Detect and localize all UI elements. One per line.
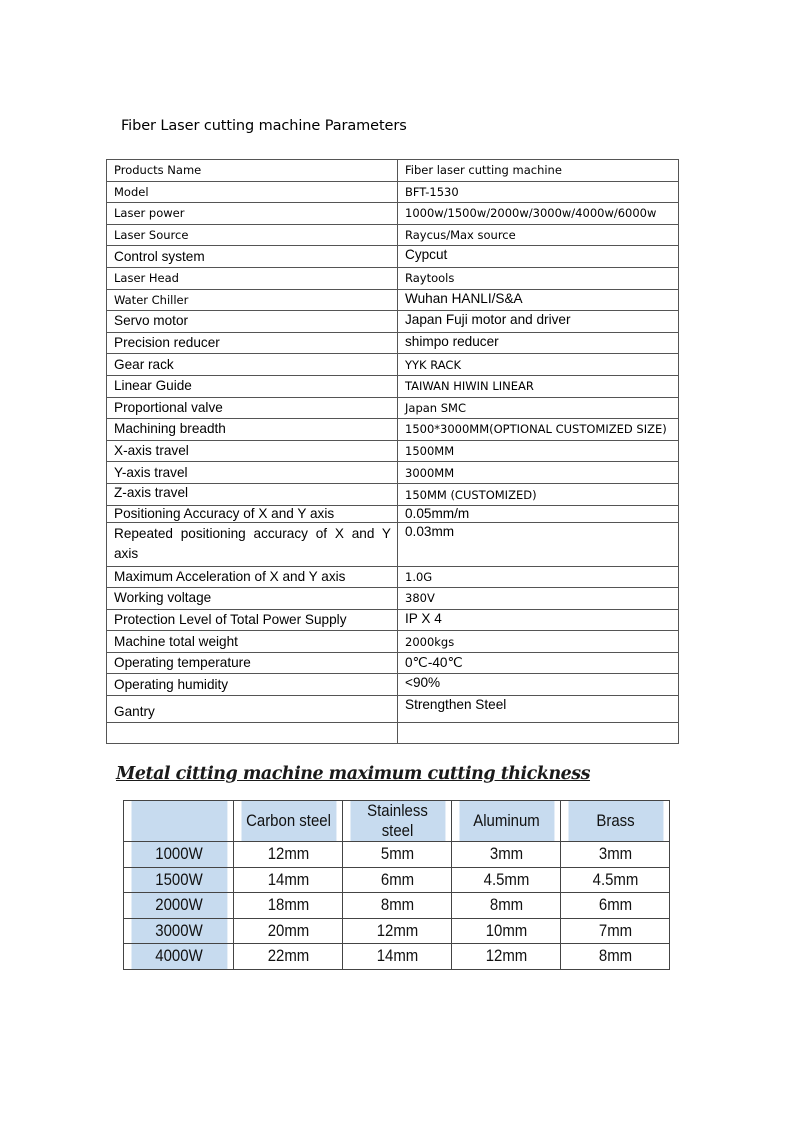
thickness-value: 8mm [458, 893, 554, 919]
param-name: Y-axis travel [107, 462, 398, 484]
param-name: Products Name [107, 160, 398, 182]
param-name: Repeated positioning accuracy of X and Y axis [107, 522, 398, 566]
thickness-value: 8mm [349, 893, 445, 919]
param-value: Wuhan HANLI/S&A [398, 289, 679, 311]
param-value: 0.05mm/m [398, 505, 679, 522]
param-name: Gantry [107, 696, 398, 723]
table-row [107, 267, 679, 289]
power-label: 2000W [130, 893, 227, 919]
table-row [124, 893, 670, 919]
param-name: Linear Guide [107, 375, 398, 397]
thickness-value: 12mm [349, 918, 445, 944]
corner-cell [130, 801, 227, 842]
thickness-value: 4.5mm [458, 867, 554, 893]
table-row [107, 462, 679, 484]
param-value: 1.0G [398, 566, 679, 588]
param-value: 2000kgs [398, 631, 679, 653]
param-name: Gear rack [107, 354, 398, 376]
param-value: Raytools [398, 267, 679, 289]
power-label: 1500W [130, 867, 227, 893]
power-label: 3000W [130, 918, 227, 944]
table-row [124, 944, 670, 970]
table-row [107, 588, 679, 610]
param-value: Fiber laser cutting machine [398, 160, 679, 182]
thickness-value: 20mm [240, 918, 336, 944]
table-row [107, 224, 679, 246]
table-row [107, 505, 679, 522]
param-value: BFT-1530 [398, 181, 679, 203]
empty-cell [107, 723, 398, 744]
thickness-value: 14mm [240, 867, 336, 893]
table-row [107, 609, 679, 631]
page-title: Fiber Laser cutting machine Parameters [121, 118, 407, 134]
thickness-value: 8mm [567, 944, 663, 970]
table-row [107, 723, 679, 744]
table-row [107, 203, 679, 225]
table-row [107, 652, 679, 674]
param-value: 150MM (CUSTOMIZED) [398, 483, 679, 505]
table-row [107, 696, 679, 723]
table-row [107, 631, 679, 653]
param-name: Control system [107, 246, 398, 268]
table-row [107, 311, 679, 333]
table-row [107, 440, 679, 462]
param-value: Strengthen Steel [398, 696, 679, 723]
table-row [107, 419, 679, 441]
param-name: Water Chiller [107, 289, 398, 311]
cutting-thickness-table [123, 800, 670, 970]
param-value: IP X 4 [398, 609, 679, 631]
param-name: Precision reducer [107, 332, 398, 354]
param-value: 1500*3000MM(OPTIONAL CUSTOMIZED SIZE) [398, 419, 679, 441]
param-value: Japan SMC [398, 397, 679, 419]
column-header: Brass [567, 801, 663, 842]
table-header-row [124, 801, 670, 842]
param-value: shimpo reducer [398, 332, 679, 354]
table-row [107, 181, 679, 203]
thickness-value: 18mm [240, 893, 336, 919]
table-row [107, 483, 679, 505]
param-name: Proportional valve [107, 397, 398, 419]
table-row [107, 160, 679, 182]
param-name: Machining breadth [107, 419, 398, 441]
thickness-value: 4.5mm [567, 867, 663, 893]
thickness-value: 3mm [458, 842, 554, 868]
table-row [107, 674, 679, 696]
param-value: 0℃-40℃ [398, 652, 679, 674]
param-name: Operating humidity [107, 674, 398, 696]
column-header: Stainless steel [349, 801, 445, 842]
param-name: Z-axis travel [107, 483, 398, 505]
param-value: YYK RACK [398, 354, 679, 376]
param-value: 380V [398, 588, 679, 610]
param-name: Servo motor [107, 311, 398, 333]
param-value: 3000MM [398, 462, 679, 484]
param-value: 0.03mm [398, 522, 679, 566]
table-row [107, 246, 679, 268]
param-name: X-axis travel [107, 440, 398, 462]
param-name: Laser Head [107, 267, 398, 289]
thickness-value: 12mm [240, 842, 336, 868]
param-value: 1000w/1500w/2000w/3000w/4000w/6000w [398, 203, 679, 225]
table-row [124, 842, 670, 868]
param-name: Laser power [107, 203, 398, 225]
thickness-value: 3mm [567, 842, 663, 868]
param-name: Working voltage [107, 588, 398, 610]
table-row [107, 397, 679, 419]
thickness-value: 5mm [349, 842, 445, 868]
param-value: TAIWAN HIWIN LINEAR [398, 375, 679, 397]
thickness-value: 6mm [567, 893, 663, 919]
table-row [107, 354, 679, 376]
table-row [124, 867, 670, 893]
param-name: Protection Level of Total Power Supply [107, 609, 398, 631]
table-row [107, 375, 679, 397]
param-value: Raycus/Max source [398, 224, 679, 246]
table-row [107, 332, 679, 354]
column-header: Carbon steel [240, 801, 336, 842]
param-name: Laser Source [107, 224, 398, 246]
parameters-table [106, 159, 679, 744]
param-name: Model [107, 181, 398, 203]
param-name: Maximum Acceleration of X and Y axis [107, 566, 398, 588]
thickness-value: 7mm [567, 918, 663, 944]
table-row [107, 566, 679, 588]
table-row [107, 522, 679, 566]
power-label: 4000W [130, 944, 227, 970]
column-header: Aluminum [458, 801, 554, 842]
thickness-value: 10mm [458, 918, 554, 944]
thickness-value: 14mm [349, 944, 445, 970]
param-value: 1500MM [398, 440, 679, 462]
power-label: 1000W [130, 842, 227, 868]
thickness-value: 22mm [240, 944, 336, 970]
param-value: Japan Fuji motor and driver [398, 311, 679, 333]
table-row [107, 289, 679, 311]
param-value: <90% [398, 674, 679, 696]
thickness-value: 6mm [349, 867, 445, 893]
param-name: Positioning Accuracy of X and Y axis [107, 505, 398, 522]
table-row [124, 918, 670, 944]
thickness-value: 12mm [458, 944, 554, 970]
thickness-table-title: Metal citting machine maximum cutting thickness [116, 764, 591, 784]
empty-cell [398, 723, 679, 744]
param-value: Cypcut [398, 246, 679, 268]
param-name: Operating temperature [107, 652, 398, 674]
param-name: Machine total weight [107, 631, 398, 653]
